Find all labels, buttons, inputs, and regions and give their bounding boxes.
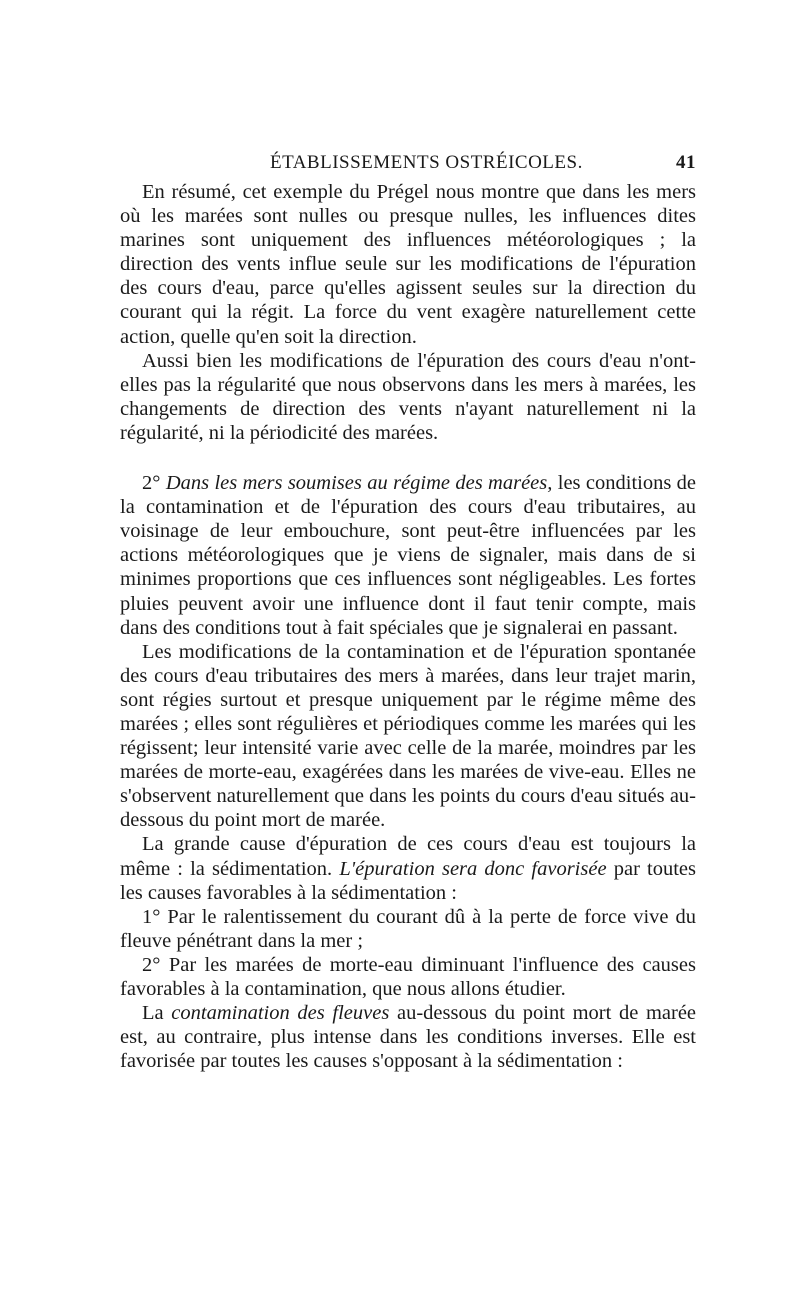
paragraph-text: au-dessous du point mort de marée est, au contraire, plus intense dans les conditions inverses. Elle est favorisée par toutes les causes s'opposant à la sédimentation : (120, 1002, 697, 1073)
paragraph-contamination (120, 1001, 696, 1073)
paragraph-sedimentation (120, 832, 696, 904)
italic-heading: Dans les mers soumises au régime des marées, (165, 472, 553, 495)
paragraph-text: les conditions de la contamination et de l'épuration des cours d'eau tributaires, au voisinage de leur embouchure, sont peut-être influencées par les actions météorologiques que je viens de signaler, mais dans de si minimes proportions que ces influences sont négligeables. Les fortes pluies peuvent avoir une influence dont il faut tenir compte, mais dans des conditions tout à fait spéciales que je signalerai en passant. (120, 472, 697, 639)
list-item-2: 2° Par les marées de morte-eau diminuant l'influence des causes favorables à la contamination, que nous allons étudier. (120, 953, 696, 1000)
paragraph-modifications: Les modifications de la contamination et de l'épuration spontanée des cours d'eau tributaires des mers à marées, dans leur trajet marin, sont régies surtout et presque uniquement par le régime même des marées ; elles sont régulières et périodiques comme les marées qui les régissent; leur intensité varie avec celle de la marée, moindres par les marées de morte-eau, exagérées dans les marées de vive-eau. Elles ne s'observent naturellement que dans les points du cours d'eau situés au-dessous du point mort de marée. (120, 640, 696, 832)
paragraph-text-lead: La grande cause d'épuration de ces cours d'eau est toujours la même : la sédimentation. (120, 833, 696, 880)
paragraph-tidal-seas (120, 471, 696, 640)
italic-phrase: contamination des fleuves (171, 1002, 390, 1025)
section-number: 2° (142, 472, 161, 495)
running-head (120, 152, 696, 178)
list-item-1: 1° Par le ralentissement du courant dû à la perte de force vive du fleuve pénétrant dans la mer ; (120, 905, 696, 952)
paragraph-text: par toutes les causes favorables à la sédimentation : (120, 857, 697, 904)
paragraph-regularity: Aussi bien les modifications de l'épuration des cours d'eau n'ont-elles pas la régularité que nous observons dans les mers à marées, les changements de direction des vents n'ayant naturellement ni la régularité, ni la périodicité des marées. (120, 349, 696, 444)
italic-phrase: L'épuration sera donc favorisée (339, 857, 607, 880)
paragraph-summary: En résumé, cet exemple du Prégel nous montre que dans les mers où les marées sont nulles ou presque nulles, les influences dites marines sont uniquement des influences météorologiques ; la direction des vents influe seule sur les modifications de l'épuration des cours d'eau, parce qu'elles agissent seules sur la direction du courant qui la régit. La force du vent exagère naturellement cette action, quelle qu'en soit la direction. (120, 181, 696, 348)
running-title: ÉTABLISSEMENTS OSTRÉICOLES. (270, 152, 583, 173)
body-text (120, 180, 696, 1073)
page-number: 41 (676, 152, 696, 173)
paragraph-text-lead: La (142, 1002, 164, 1025)
